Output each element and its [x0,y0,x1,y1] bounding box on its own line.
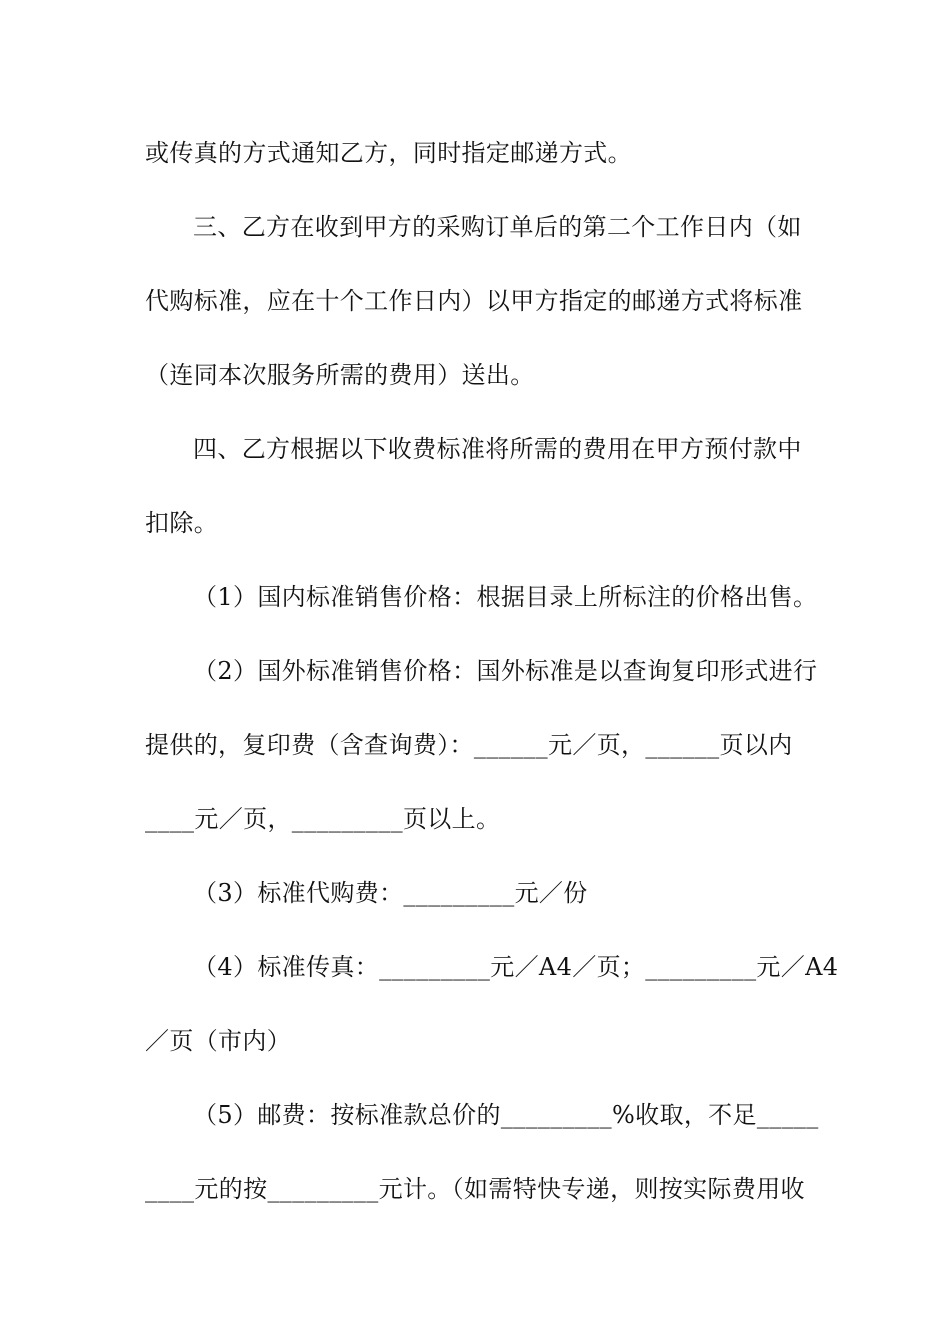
clause-three-line-3: （连同本次服务所需的费用）送出。 [145,361,535,389]
clause-four-line-2: 扣除。 [145,509,219,537]
fee-item-1: （1）国内标准销售价格：根据目录上所标注的价格出售。 [193,583,818,611]
clause-three-line-2: 代购标准，应在十个工作日内）以甲方指定的邮递方式将标准 [145,287,803,315]
fee-item-5-line-2: ____元的按_________元计。（如需特快专递，则按实际费用收 [145,1175,805,1203]
fee-item-5-line-1: （5）邮费：按标准款总价的_________%收取，不足_____ [193,1101,819,1129]
paragraph-line-1: 或传真的方式通知乙方，同时指定邮递方式。 [145,139,632,167]
fee-item-3: （3）标准代购费：_________元／份 [193,879,588,907]
clause-four-line-1: 四、乙方根据以下收费标准将所需的费用在甲方预付款中 [193,435,802,463]
fee-item-4-line-1: （4）标准传真：_________元／A4／页；_________元／A4 [193,953,839,981]
fee-item-4-line-2: ／页（市内） [145,1027,292,1055]
fee-item-2-line-3: ____元／页，_________页以上。 [145,805,501,833]
fee-item-2-line-1: （2）国外标准销售价格：国外标准是以查询复印形式进行 [193,657,818,685]
fee-item-2-line-2: 提供的，复印费（含查询费）：______元／页，______页以内 [145,731,793,759]
clause-three-line-1: 三、乙方在收到甲方的采购订单后的第二个工作日内（如 [193,213,802,241]
